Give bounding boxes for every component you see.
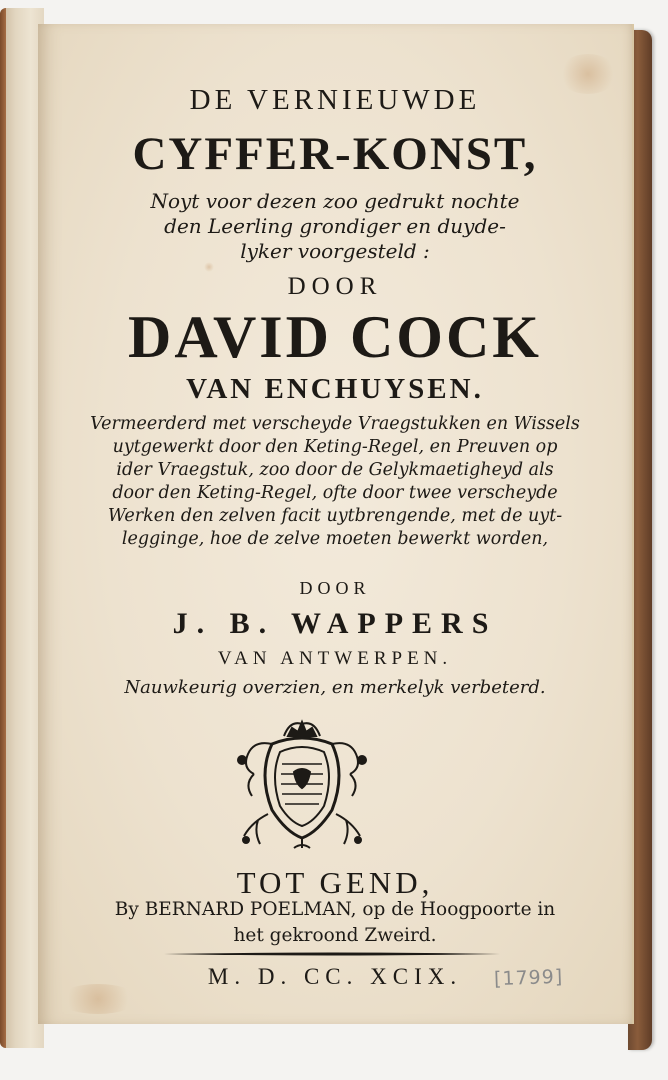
subtitle-line: lyker voorgesteld : (240, 239, 430, 263)
editor-name: J. B. WAPPERS (172, 607, 498, 640)
description-line: Werken den zelven facit uytbrengende, met de uyt- (107, 506, 563, 526)
leather-cover-edge (0, 8, 6, 1048)
title-page (38, 24, 634, 1024)
description-line: door den Keting-Regel, ofte door twee verscheyde (112, 483, 558, 503)
ornamental-rule (164, 952, 500, 956)
editor-origin: VAN ANTWERPEN. (217, 648, 453, 669)
coat-of-arms-cartouche-icon (224, 714, 380, 854)
description-line: Vermeerderd met verscheyde Vraegstukken en Wissels (90, 414, 580, 434)
description-line: legginge, hoe de zelve moeten bewerkt worden, (121, 529, 549, 549)
paper-foxing-spot (204, 262, 214, 272)
imprint-place: TOT GEND, (236, 865, 434, 900)
description-line: ider Vraegstuk, zoo door de Gelykmaetigheyd als (116, 460, 554, 480)
revision-note: Nauwkeurig overzien, en merkelyk verbeterd. (124, 677, 546, 698)
imprint-printer-line: het gekroond Zweird. (233, 925, 437, 946)
author-origin: VAN ENCHUYSEN. (186, 373, 484, 405)
subtitle-line: den Leerling grondiger en duyde- (164, 214, 506, 238)
heading-line-1: DE VERNIEUWDE (189, 84, 481, 116)
description-line: uytgewerkt door den Keting-Regel, en Preuven op (112, 437, 558, 457)
by-label: DOOR (287, 273, 383, 300)
author-name: DAVID COCK (128, 304, 542, 370)
paper-stain (58, 984, 138, 1014)
by-label: DOOR (299, 578, 371, 598)
imprint-printer-line: By BERNARD POELMAN, op de Hoogpoorte in (114, 899, 556, 920)
imprint-year: M. D. CC. XCIX. (207, 964, 463, 989)
pencil-annotation: [1799] (493, 965, 564, 991)
subtitle-line: Noyt voor dezen zoo gedrukt nochte (150, 189, 520, 213)
heading-line-2: CYFFER-KONST, (132, 128, 538, 180)
